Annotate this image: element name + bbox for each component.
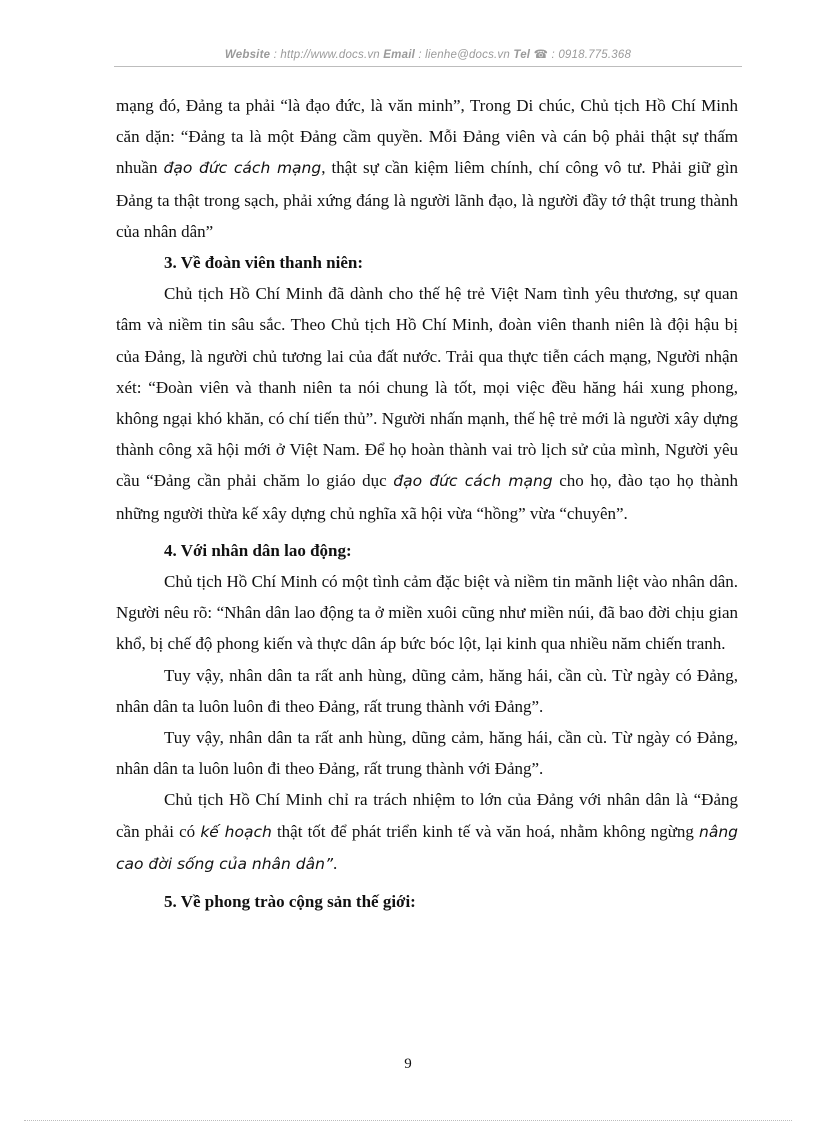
page-bottom-border <box>24 1120 792 1121</box>
tel-separator: : <box>548 49 559 61</box>
paragraph-4: Tuy vậy, nhân dân ta rất anh hùng, dũng cảm, hăng hái, cần cù. Từ ngày có Đảng, nhân dân ta luôn luôn đi theo Đảng, rất trung thành với Đảng”. <box>116 665 738 716</box>
paragraph-6-text: Chủ tịch Hồ Chí Minh chỉ ra trách nhiệm to lớn của Đảng với nhân dân là “Đảng cần phải có <box>116 790 738 841</box>
phone-icon: ☎ <box>533 49 549 61</box>
header-divider <box>114 66 742 67</box>
paragraph-5: Tuy vậy, nhân dân ta rất anh hùng, dũng cảm, hăng hái, cần cù. Từ ngày có Đảng, nhân dân ta luôn luôn đi theo Đảng, rất trung thành với Đảng”. <box>116 728 738 779</box>
paragraph-6-emphasis-1: kế hoạch <box>200 822 272 841</box>
paragraph-2-emphasis: đạo đức cách mạng <box>393 472 553 491</box>
tel-label: Tel <box>513 49 531 61</box>
page-header <box>114 47 742 61</box>
section-heading-4: 4. Với nhân dân lao động: <box>164 540 352 560</box>
email-address: lienhe@docs.vn <box>425 49 510 61</box>
paragraph-3: Chủ tịch Hồ Chí Minh có một tình cảm đặc biệt và niềm tin mãnh liệt vào nhân dân. Người nêu rõ: “Nhân dân lao động ta ở miền xuôi cũng như miền núi, đã bao đời chịu gian khổ, bị chế độ phong kiến và thực dân áp bức bóc lột, lại kinh qua nhiều năm chiến tranh. <box>116 572 738 654</box>
paragraph-1-text: mạng đó, Đảng ta phải “là đạo đức, là văn minh”, Trong Di chúc, Chủ tịch Hồ Chí Minh căn dặn: “Đảng ta là một Đảng cầm quyền. Mỗi Đảng viên và cán bộ phải thật sự thấm nhuần <box>116 96 738 178</box>
section-heading-3: 3. Về đoàn viên thanh niên: <box>164 253 364 273</box>
email-separator: : <box>414 49 426 61</box>
paragraph-6-emphasis-2: nâng cao đời sống của nhân dân” <box>116 822 739 873</box>
paragraph-6-middle: thật tốt để phát triển kinh tế và văn hoá, nhằm không ngừng <box>271 821 700 841</box>
paragraph-1-emphasis: đạo đức cách mạng <box>163 159 322 178</box>
paragraph-1-end: , thật sự cần kiệm liêm chính, chí công vô tư. Phải giữ gìn Đảng ta thật trong sạch, phải xứng đáng là người lãnh đạo, là người đầy tớ thật trung thành của nhân dân” <box>116 158 738 241</box>
page-number: 9 <box>404 1056 412 1072</box>
section-heading-5: 5. Về phong trào cộng sản thế giới: <box>164 892 416 912</box>
paragraph-6-end: . <box>333 853 338 873</box>
document-body <box>116 90 738 917</box>
website-url: http://www.docs.vn <box>280 49 380 61</box>
paragraph-2-text: Chủ tịch Hồ Chí Minh đã dành cho thế hệ trẻ Việt Nam tình yêu thương, sự quan tâm và niềm tin sâu sắc. Theo Chủ tịch Hồ Chí Minh, đoàn viên thanh niên là đội hậu bị của Đảng, là người chủ tương lai của đất nước. Trải qua thực tiễn cách mạng, Người nhận xét: “Đoàn viên và thanh niên ta nói chung là tốt, mọi việc đều hăng hái xung phong, không ngại khó khăn, có chí tiến thủ”. Người nhấn mạnh, thế hệ trẻ mới là người xây dựng thành công xã hội mới ở Việt Nam. Để họ hoàn thành vai trò lịch sử của mình, Người yêu cầu “Đảng cần phải chăm lo giáo dục <box>116 284 738 491</box>
website-separator: : <box>270 49 281 61</box>
email-label: Email <box>383 49 415 61</box>
paragraph-1 <box>116 90 738 247</box>
paragraph-6 <box>116 784 738 880</box>
paragraph-2-end: cho họ, đào tạo họ thành những người thừa kế xây dựng chủ nghĩa xã hội vừa “hồng” vừa “chuyên”. <box>116 471 738 523</box>
website-label: Website <box>224 49 271 61</box>
tel-number: 0918.775.368 <box>558 49 632 61</box>
paragraph-2 <box>116 278 738 529</box>
